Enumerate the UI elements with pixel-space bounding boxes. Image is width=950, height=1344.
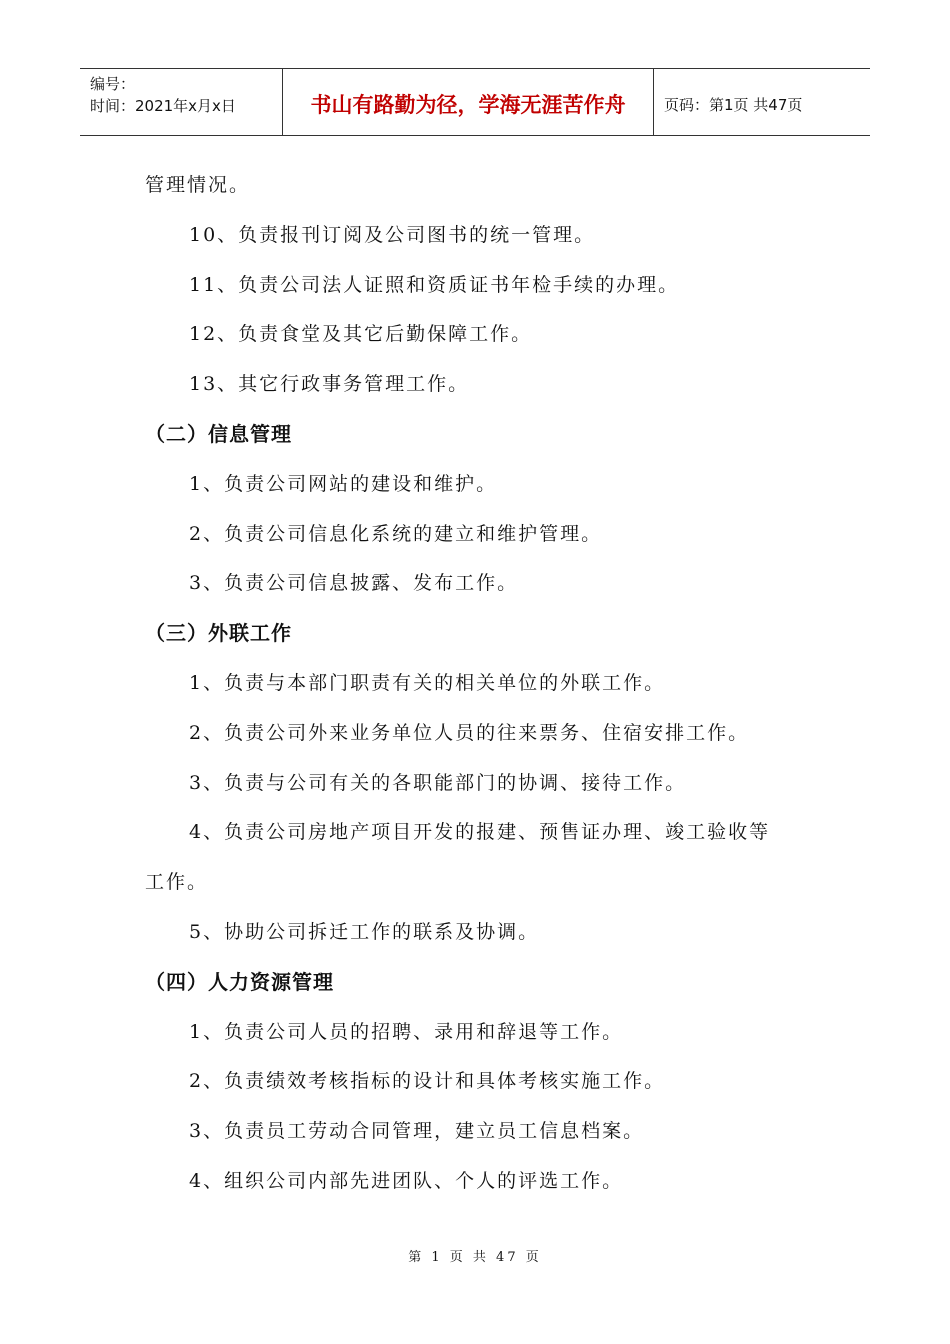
motto-text: 书山有路勤为径，学海无涯苦作舟 xyxy=(310,93,626,117)
document-header xyxy=(80,68,870,136)
number-label: 编号： xyxy=(90,75,136,93)
section-heading: （二）信息管理 xyxy=(145,421,292,446)
list-item: 5、协助公司拆迁工作的联系及协调。 xyxy=(189,920,540,943)
time-label: 时间：2021年x月x日 xyxy=(90,97,236,115)
list-item: 4、负责公司房地产项目开发的报建、预售证办理、竣工验收等 xyxy=(189,821,771,844)
header-meta xyxy=(80,69,282,135)
paragraph-text: 管理情况。 xyxy=(145,174,251,196)
list-item: 10、负责报刊订阅及公司图书的统一管理。 xyxy=(189,223,596,246)
list-item: 4、组织公司内部先进团队、个人的评选工作。 xyxy=(189,1169,624,1192)
list-item: 1、负责公司人员的招聘、录用和辞退等工作。 xyxy=(189,1020,624,1043)
list-item: 2、负责绩效考核指标的设计和具体考核实施工作。 xyxy=(189,1070,666,1093)
section-heading: （四）人力资源管理 xyxy=(145,969,334,994)
list-item: 2、负责公司信息化系统的建立和维护管理。 xyxy=(189,522,603,545)
header-page-info xyxy=(654,69,870,135)
list-item: 3、负责员工劳动合同管理，建立员工信息档案。 xyxy=(189,1120,645,1143)
document-body xyxy=(145,165,825,1211)
list-item: 1、负责公司网站的建设和维护。 xyxy=(189,472,498,495)
paragraph-text: 工作。 xyxy=(145,871,209,894)
list-item: 12、负责食堂及其它后勤保障工作。 xyxy=(189,323,533,346)
list-item: 3、负责公司信息披露、发布工作。 xyxy=(189,572,519,595)
list-item: 3、负责与公司有关的各职能部门的协调、接待工作。 xyxy=(189,771,687,794)
page-info-text: 页码：第1页 共47页 xyxy=(664,95,803,114)
page-footer: 第 1 页 共 47 页 xyxy=(408,1250,542,1265)
list-item: 13、其它行政事务管理工作。 xyxy=(189,373,470,396)
section-heading: （三）外联工作 xyxy=(145,621,292,646)
list-item: 2、负责公司外来业务单位人员的往来票务、住宿安排工作。 xyxy=(189,721,750,744)
header-motto xyxy=(282,69,654,135)
list-item: 1、负责与本部门职责有关的相关单位的外联工作。 xyxy=(189,671,666,694)
list-item: 11、负责公司法人证照和资质证书年检手续的办理。 xyxy=(189,273,680,296)
